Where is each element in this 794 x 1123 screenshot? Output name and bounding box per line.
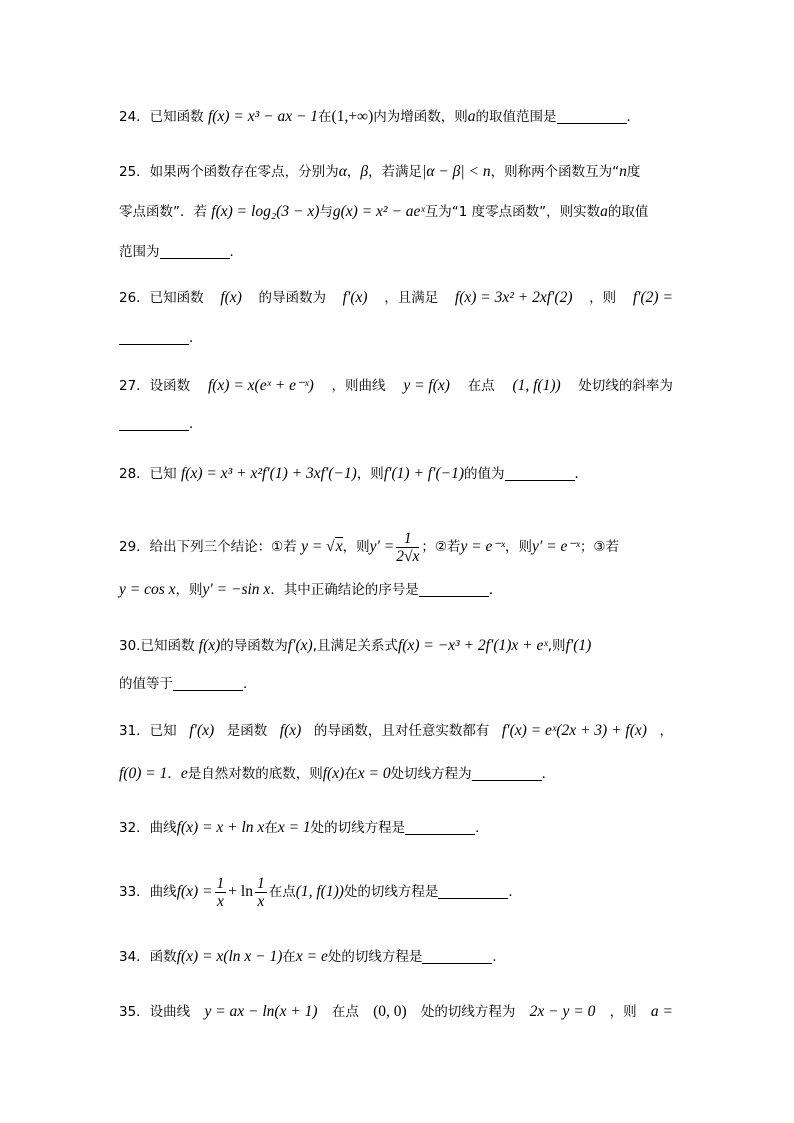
q25-text: ，则称两个函数互为“ <box>490 164 620 180</box>
q32-end: ． <box>475 820 489 836</box>
question-31-line2 <box>119 764 673 784</box>
q35-curve: y = ax − ln(x + 1) <box>204 1003 318 1020</box>
q30-fp: f′(x) <box>287 637 313 654</box>
q29-text: ，则 <box>175 582 203 598</box>
q33-frac2-num: 1 <box>256 874 265 892</box>
q26-formula: f(x) = 3x² + 2xf′(2) <box>454 289 573 306</box>
q33-end: ． <box>508 884 522 900</box>
q28-text: 的值为 <box>464 466 505 482</box>
question-25-line2 <box>119 202 673 222</box>
q29-text: 29．给出下列三个结论：①若 <box>119 539 302 555</box>
q30-text: ,则 <box>547 638 566 654</box>
q34-xe: x = e <box>295 948 328 965</box>
question-34 <box>119 947 673 967</box>
answer-blank[interactable] <box>173 676 243 691</box>
q35-text: ，则 <box>609 1004 637 1020</box>
question-33 <box>119 872 673 912</box>
q24-text: 在 <box>318 109 332 125</box>
question-35 <box>119 1002 673 1022</box>
q25-text: ， <box>346 164 361 180</box>
q31-text: 的导函数，且对任意实数都有 <box>313 723 490 739</box>
q27-text: 27．设函数 <box>119 378 191 394</box>
q33-text: 处的切线方程是 <box>343 884 439 900</box>
q30-text: ,且满足关系式 <box>312 638 398 654</box>
q33-fraction-1 <box>215 875 227 910</box>
answer-blank[interactable] <box>405 820 475 835</box>
q34-formula: f(x) = x(ln x − 1) <box>176 948 283 965</box>
q35-tangent: 2x − y = 0 <box>529 1003 596 1020</box>
q27-text: 处切线的斜率为 <box>578 378 673 394</box>
q25-f: f(x) = log₂(3 − x) <box>211 203 320 220</box>
q30-text: 30.已知函数 <box>119 638 199 654</box>
q28-text: 28．已知 <box>119 466 181 482</box>
q31-text: 31．已知 <box>119 723 177 739</box>
q32-text: 在 <box>264 820 278 836</box>
q31-text: 是自然对数的底数，则 <box>187 766 323 782</box>
question-27 <box>119 376 673 396</box>
q31-end: ． <box>541 766 556 782</box>
answer-blank[interactable] <box>119 416 189 431</box>
question-28 <box>119 464 673 484</box>
q29-fraction <box>396 530 419 565</box>
q34-end: ． <box>492 949 506 965</box>
q28-end: ． <box>574 466 589 482</box>
question-26 <box>119 288 673 308</box>
question-30-line2 <box>119 674 673 694</box>
q31-text: 在 <box>344 766 358 782</box>
q25-g: g(x) = x² − aeˣ <box>332 203 425 220</box>
question-25-line3 <box>119 242 673 262</box>
q28-text: ，则 <box>356 466 384 482</box>
q24-text: 的取值范围是 <box>475 109 557 125</box>
q27-formula: f(x) = x(eˣ + e⁻ˣ) <box>207 377 314 394</box>
q24-interval: (1,+∞) <box>331 108 374 125</box>
question-24 <box>119 107 673 127</box>
q29-text: ，则 <box>504 539 532 555</box>
question-32 <box>119 818 673 838</box>
q34-text: 34．函数 <box>119 949 177 965</box>
q27-text: 在点 <box>467 378 495 394</box>
q34-text: 在 <box>282 949 296 965</box>
answer-blank[interactable] <box>438 884 508 899</box>
q33-text: 在点 <box>268 884 296 900</box>
q24-text: 24．已知函数 <box>119 109 208 125</box>
q25-text: 度 <box>626 164 641 180</box>
q29-yp3: y′ = −sin x <box>202 581 271 598</box>
q31-text: ， <box>659 723 673 739</box>
q31-text: 是函数 <box>226 723 268 739</box>
q28-ask: f′(1) + f′(−1) <box>383 465 465 482</box>
answer-blank[interactable] <box>472 766 542 781</box>
q30-end: ． <box>243 676 257 692</box>
q34-text: 处的切线方程是 <box>327 949 423 965</box>
q30-f: f(x) <box>198 637 221 654</box>
q25-text: 零点函数”．若 <box>119 204 212 220</box>
q31-text: ． <box>167 766 181 782</box>
q33-f: f(x) = <box>176 883 213 900</box>
q25-text: 25．如果两个函数存在零点，分别为 <box>119 164 339 180</box>
q29-yp: y′ = <box>369 538 395 555</box>
question-29-line2 <box>119 580 673 600</box>
q31-e: e <box>180 765 188 782</box>
q24-text: 内为增函数，则 <box>373 109 468 125</box>
q26-text: ，则 <box>589 290 617 306</box>
q29-frac-den: 2√x <box>396 547 420 565</box>
q33-frac1-den: x <box>216 892 224 910</box>
q30-text: 的导函数为 <box>220 638 288 654</box>
q25-text: 的取值 <box>607 204 649 220</box>
q25-formula: |α − β| < n <box>422 163 491 180</box>
q25-text: 与 <box>319 204 333 220</box>
q35-text: 处的切线方程为 <box>420 1004 516 1020</box>
q27-text: ，则曲线 <box>331 378 386 394</box>
q32-text: 处的切线方程是 <box>310 820 406 836</box>
q26-ask: f′(2) = <box>632 289 673 306</box>
q25-text: 互为“1 度零点函数”，则实数 <box>424 204 601 220</box>
q24-var: a <box>467 108 476 125</box>
question-27-line2 <box>119 414 673 434</box>
q27-point: (1, f(1)) <box>512 377 561 394</box>
q27-end: ． <box>189 416 203 432</box>
q33-frac2-den: x <box>257 892 265 910</box>
q26-end: ． <box>189 330 203 346</box>
q33-point: (1, f(1)) <box>295 883 344 900</box>
q31-fp: f′(x) <box>189 722 215 739</box>
q29-y3: y = cos x <box>119 581 176 598</box>
q33-text: 33．曲线 <box>119 884 177 900</box>
q29-y-sqrt: y = √x <box>301 538 343 555</box>
q32-x1: x = 1 <box>277 819 311 836</box>
q29-yp2: y′ = e⁻ˣ <box>531 538 580 555</box>
question-25 <box>119 162 673 182</box>
question-26-line2 <box>119 328 673 348</box>
q35-ask: a = <box>650 1003 673 1020</box>
question-31 <box>119 721 673 741</box>
q29-text: ，则 <box>342 539 370 555</box>
q25-alpha: α <box>338 163 347 180</box>
q30-ask: f′(1) <box>565 637 592 654</box>
q24-end: ． <box>626 109 641 125</box>
q31-f: f(x) <box>279 722 302 739</box>
q31-init: f(0) = 1 <box>119 765 168 782</box>
q29-text: ．其中正确结论的序号是 <box>270 582 419 598</box>
q35-text: 在点 <box>331 1004 359 1020</box>
q31-f2: f(x) <box>322 765 345 782</box>
answer-blank[interactable] <box>119 330 189 345</box>
q26-text: 的导函数为 <box>258 290 327 306</box>
q26-f: f(x) <box>220 289 242 306</box>
q29-end: ． <box>488 582 503 598</box>
q31-text: 处切线方程为 <box>390 766 472 782</box>
q29-frac-num: 1 <box>396 530 419 548</box>
q33-frac1-num: 1 <box>216 874 225 892</box>
q29-text: ；③若 <box>579 539 619 555</box>
q28-formula: f(x) = x³ + x²f′(1) + 3xf′(−1) <box>180 465 357 482</box>
answer-blank[interactable] <box>422 949 492 964</box>
answer-blank[interactable] <box>505 466 575 481</box>
q31-formula: f′(x) = eˣ(2x + 3) + f(x) <box>501 722 647 739</box>
q30-text: 的值等于 <box>119 676 173 692</box>
q35-text: 35．设曲线 <box>119 1004 191 1020</box>
q31-x0: x = 0 <box>357 765 391 782</box>
q25-text: 范围为 <box>119 244 160 260</box>
q26-text: 26．已知函数 <box>119 290 204 306</box>
q25-a: a <box>600 203 608 220</box>
q32-formula: f(x) = x + ln x <box>176 819 265 836</box>
answer-blank[interactable] <box>160 244 230 259</box>
q25-end: ． <box>229 244 243 260</box>
q24-formula: f(x) = x³ − ax − 1 <box>207 108 319 125</box>
q32-text: 32．曲线 <box>119 820 177 836</box>
q29-text: ；②若 <box>421 539 461 555</box>
q25-text: ，若满足 <box>368 164 423 180</box>
q33-fraction-2 <box>255 875 267 910</box>
q26-text: ，且满足 <box>384 290 439 306</box>
q33-ln: + ln <box>228 883 253 900</box>
question-29 <box>119 528 673 566</box>
q25-n: n <box>619 163 627 180</box>
q27-curve: y = f(x) <box>403 377 450 394</box>
question-30 <box>119 636 673 656</box>
q25-beta: β <box>360 163 369 180</box>
q35-point: (0, 0) <box>373 1003 407 1020</box>
q30-formula: f(x) = −x³ + 2f′(1)x + eˣ <box>397 637 548 654</box>
q29-y2: y = e⁻ˣ <box>460 538 505 555</box>
answer-blank[interactable] <box>557 109 627 124</box>
q26-fp: f′(x) <box>342 289 368 306</box>
answer-blank[interactable] <box>419 582 489 597</box>
